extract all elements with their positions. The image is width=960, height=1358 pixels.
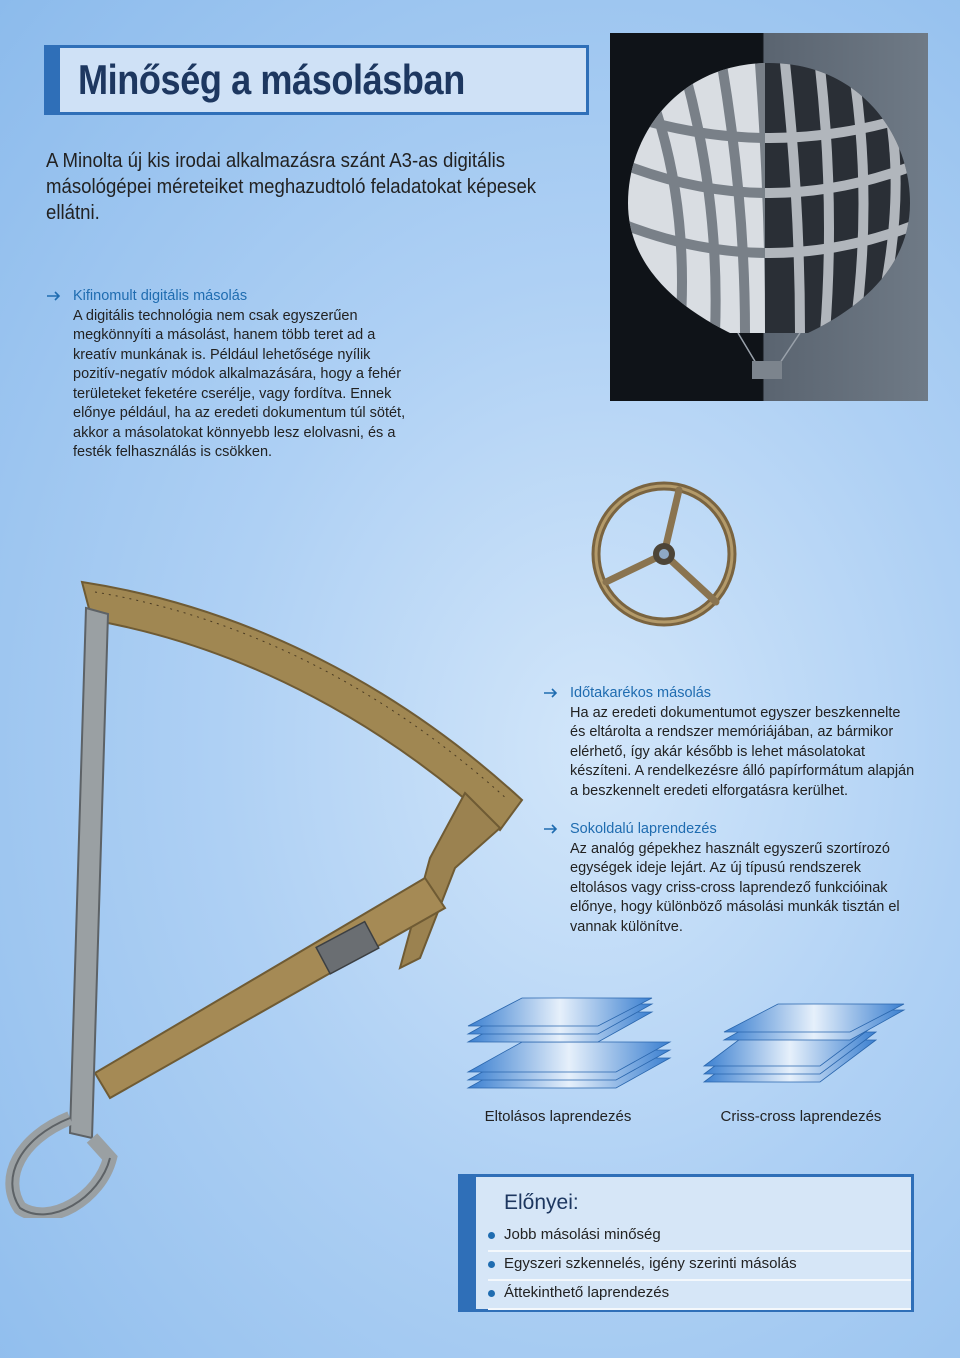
crisscross-sorting-illustration bbox=[700, 1000, 906, 1090]
bullet-icon bbox=[488, 1232, 495, 1239]
arrow-right-icon bbox=[543, 823, 559, 835]
section-body: Ha az eredeti dokumentumot egyszer beszkennelte és eltárolta a rendszer memóriájában, az bármikor elérhető, így akár később is lehet másolatokat készíteni. A rendelkezésre álló papírformátum alapján a beszkennelt eredeti elforgatásra kerülhet. bbox=[570, 704, 915, 799]
section-heading: Időtakarékos másolás bbox=[570, 685, 712, 701]
advantage-text: Jobb másolási minőség bbox=[504, 1226, 661, 1243]
crisscross-caption: Criss-cross laprendezés bbox=[720, 1108, 882, 1125]
section-heading: Sokoldalú laprendezés bbox=[570, 821, 717, 837]
section-sorting bbox=[570, 820, 915, 937]
balloon-photo bbox=[610, 33, 928, 401]
advantage-item bbox=[488, 1252, 911, 1281]
arrow-right-icon bbox=[543, 687, 559, 699]
offset-sorting-illustration bbox=[466, 996, 672, 1100]
hot-air-balloon-image bbox=[610, 33, 928, 401]
advantage-item bbox=[488, 1223, 911, 1252]
arrow-right-icon bbox=[46, 290, 62, 302]
page-title: Minőség a másolásban bbox=[78, 56, 465, 103]
section-body: Az analóg gépekhez használt egyszerű szortírozó egységek ideje lejárt. Az új típusú rendszerek eltolásos vagy criss-cross laprendező funkcióinak előnye, hogy különböző másolási munkák tisztán el vannak különítve. bbox=[570, 840, 900, 935]
advantages-title: Előnyei: bbox=[504, 1191, 579, 1214]
section-body: A digitális technológia nem csak egyszerűen megkönnyíti a másolást, hanem több teret ad a kreatív munkának is. Például lehetősége nyílik pozitív-negatív módok alkalmazására, hogy a fehér területeket feketére cserélje, vagy fordítva. Ennek előnye például, ha az eredeti dokumentum túl sötét, akkor a másolatokat könnyebb lesz elolvasni, és a festék felhasználás is csökken. bbox=[73, 307, 406, 460]
advantages-panel bbox=[476, 1177, 911, 1309]
bullet-icon bbox=[488, 1261, 495, 1268]
advantage-text: Áttekinthető laprendezés bbox=[504, 1284, 670, 1301]
title-banner bbox=[44, 45, 589, 115]
section-heading: Kifinomult digitális másolás bbox=[73, 288, 248, 304]
advantages-box bbox=[458, 1174, 914, 1312]
section-digital-copying bbox=[73, 287, 418, 463]
advantage-item bbox=[488, 1281, 911, 1310]
intro-text: A Minolta új kis irodai alkalmazásra szánt A3-as digitális másológépei méreteiket meghazudtoló feladatokat képesek ellátni. bbox=[46, 150, 537, 224]
offset-caption: Eltolásos laprendezés bbox=[484, 1108, 632, 1125]
caliper-image bbox=[0, 578, 540, 1218]
section-time-saving bbox=[570, 684, 915, 801]
advantage-text: Egyszeri szkennelés, igény szerinti másolás bbox=[504, 1255, 797, 1272]
title-panel bbox=[60, 48, 586, 112]
handwheel-image bbox=[584, 478, 744, 638]
bullet-icon bbox=[488, 1290, 495, 1297]
